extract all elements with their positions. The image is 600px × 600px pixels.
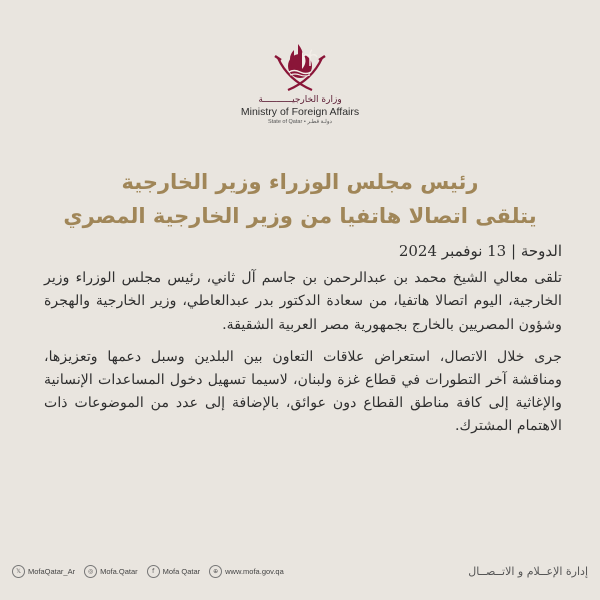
social-handle: Mofa.Qatar xyxy=(100,566,138,576)
website-url: www.mofa.gov.qa xyxy=(225,566,284,576)
dateline: الدوحة | 13 نوفمبر 2024 xyxy=(398,242,562,260)
x-icon: 𝕏 xyxy=(12,565,25,578)
ministry-name-english: Ministry of Foreign Affairs xyxy=(240,106,360,118)
social-link-instagram[interactable] xyxy=(84,565,138,578)
headline-line-1: رئيس مجلس الوزراء وزير الخارجية xyxy=(121,170,479,194)
article-paragraph: جرى خلال الاتصال، استعراض علاقات التعاون بين البلدين وسبل دعمها وتعزيزها، ومناقشة آخر التطورات في قطاع غزة ولبنان، لاسيما تسهيل دخول المساعدات الإنسانية والإغاثية إلى كافة مناطق القطاع دون عوائق، بالإضافة إلى عدد من الموضوعات ذات الاهتمام المشترك. xyxy=(44,348,562,435)
social-link-website[interactable] xyxy=(209,565,284,578)
headline xyxy=(30,165,570,233)
article-paragraph: تلقى معالي الشيخ محمد بن عبدالرحمن بن جاسم آل ثاني، رئيس مجلس الوزراء وزير الخارجية، اليوم اتصالا هاتفيا، من سعادة الدكتور بدر عبدالعاطي، وزير الخارجية والهجرة وشؤون المصريين بالخارج بجمهورية مصر العربية الشقيقة. xyxy=(44,270,562,333)
facebook-icon: f xyxy=(147,565,160,578)
footer xyxy=(12,558,588,584)
social-handle: Mofa Qatar xyxy=(162,566,201,576)
globe-icon: ⊕ xyxy=(209,565,222,578)
qatar-emblem-icon xyxy=(272,36,328,94)
department-name: إدارة الإعــلام و الاتــصــال xyxy=(468,564,588,578)
headline-line-2: يتلقى اتصالا هاتفيا من وزير الخارجية المصري xyxy=(63,204,537,228)
instagram-icon: ◎ xyxy=(84,565,97,578)
social-link-x[interactable] xyxy=(12,565,75,578)
social-links xyxy=(12,565,284,578)
header xyxy=(0,36,600,125)
social-link-facebook[interactable] xyxy=(147,565,201,578)
social-handle: MofaQatar_Ar xyxy=(28,566,76,576)
article-body xyxy=(44,240,562,448)
ministry-name-arabic: وزارة الخارجيـــــــــــة xyxy=(258,95,342,105)
state-of-qatar-line: State of Qatar • دولـة قطـر xyxy=(268,119,332,125)
